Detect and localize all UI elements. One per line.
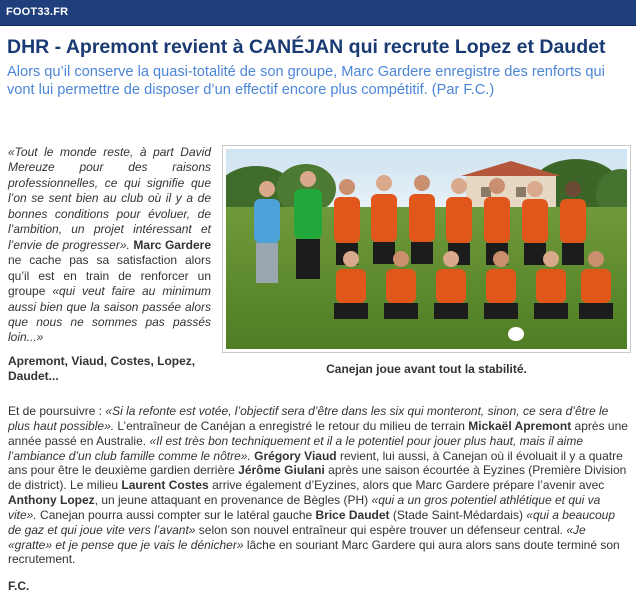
body-text-5: revient, lui aussi, à Canejan où il évoluait il y a quatre ans pour être le deuxième gardien derrière [8, 448, 623, 478]
player-name-giulani: Jérôme Giulani [238, 463, 325, 478]
body-quote-3: «qui a un gros potentiel athlétique et qui va vite». [8, 493, 601, 522]
player-name-viaud: Grégory Viaud [254, 448, 337, 463]
body-text-8: , un jeune attaquant en provenance de Bègles (PH) [94, 493, 372, 508]
body-text-11: selon son nouvel entraîneur qui espère trouver un défenseur central. [195, 522, 567, 537]
body-text-7: arrive également d’Eyzines, alors que Marc Gardere prépare l’avenir avec [208, 478, 605, 493]
site-header-bar [0, 0, 636, 26]
body-text-6: après une saison écourtée à Eyzines (Première Division de district). Le milieu [8, 463, 627, 493]
quote-block [8, 145, 211, 346]
body-text-10: (Stade Saint-Médardais) [389, 507, 527, 522]
quote-speaker: Marc Gardere [133, 237, 211, 252]
body-quote-5: «Je «gratte» et je pense que je vais le dénicher» [8, 522, 586, 552]
site-name-link[interactable]: FOOT33.FR [6, 6, 69, 18]
article-headline: DHR - Apremont revient à CANÉJAN qui recrute Lopez et Daudet [7, 36, 606, 58]
player-name-apremont: Mickaël Apremont [468, 418, 572, 433]
body-text-12: lâche en souriant Marc Gardere qui aura alors sans doute terminé son recrutement. [8, 537, 620, 567]
team-photo-image [226, 149, 627, 349]
body-quote-1: «Si la refonte est votée, l’objectif sera d’être dans les six qui monteront, sinon, ce sera d’être le plus haut possible». [8, 404, 609, 433]
player-name-costes: Laurent Costes [121, 478, 209, 493]
article-lead: Alors qu’il conserve la quasi-totalité de son groupe, Marc Gardere enregistre des renforts qui vont lui permettre de disposer d’un effectif encore plus compétitif. (Par F.C.) [7, 64, 605, 98]
player-name-lopez: Anthony Lopez [8, 493, 95, 508]
body-text-9: Canejan pourra aussi compter sur le latéral gauche [36, 507, 316, 522]
body-quote-4: «qui a beaucoup de gaz et qui joue vite vers l’avant» [8, 507, 616, 537]
team-photo [222, 145, 631, 353]
photo-caption: Canejan joue avant tout la stabilité. [326, 362, 527, 376]
body-text-3: après une année passé en Australie. [8, 418, 628, 448]
article-body [8, 404, 630, 567]
names-summary: Apremont, Viaud, Costes, Lopez, Daudet... [8, 354, 196, 383]
quote-context: ne cache pas sa satisfaction alors qu’il est en train de renforcer un groupe [8, 253, 211, 299]
body-text-1: Et de poursuivre : [8, 404, 106, 418]
quote-text: «Tout le monde reste, à part David Mereuze pour des raisons professionnelles, ce qui signifie que l’on se sent bien au club où il y a de bonnes conditions pour évoluer, de l’ambition, un projet intéressant et l’envie de progresser». [8, 145, 211, 252]
body-text-2: L’entraîneur de Canéjan a enregistré le retour du milieu de terrain [114, 418, 469, 433]
quote-text-2: «qui veut faire au minimum aussi bien que la saison passée alors que nous ne sommes pas passés loin...» [8, 284, 211, 345]
body-quote-2: «Il est très bon techniquement et il a le potentiel pour jouer plus haut, mais il aime l’ambiance d’un club famille comme le nôtre». [8, 433, 584, 463]
player-name-daudet: Brice Daudet [315, 507, 390, 522]
author-signature: F.C. [8, 579, 30, 593]
